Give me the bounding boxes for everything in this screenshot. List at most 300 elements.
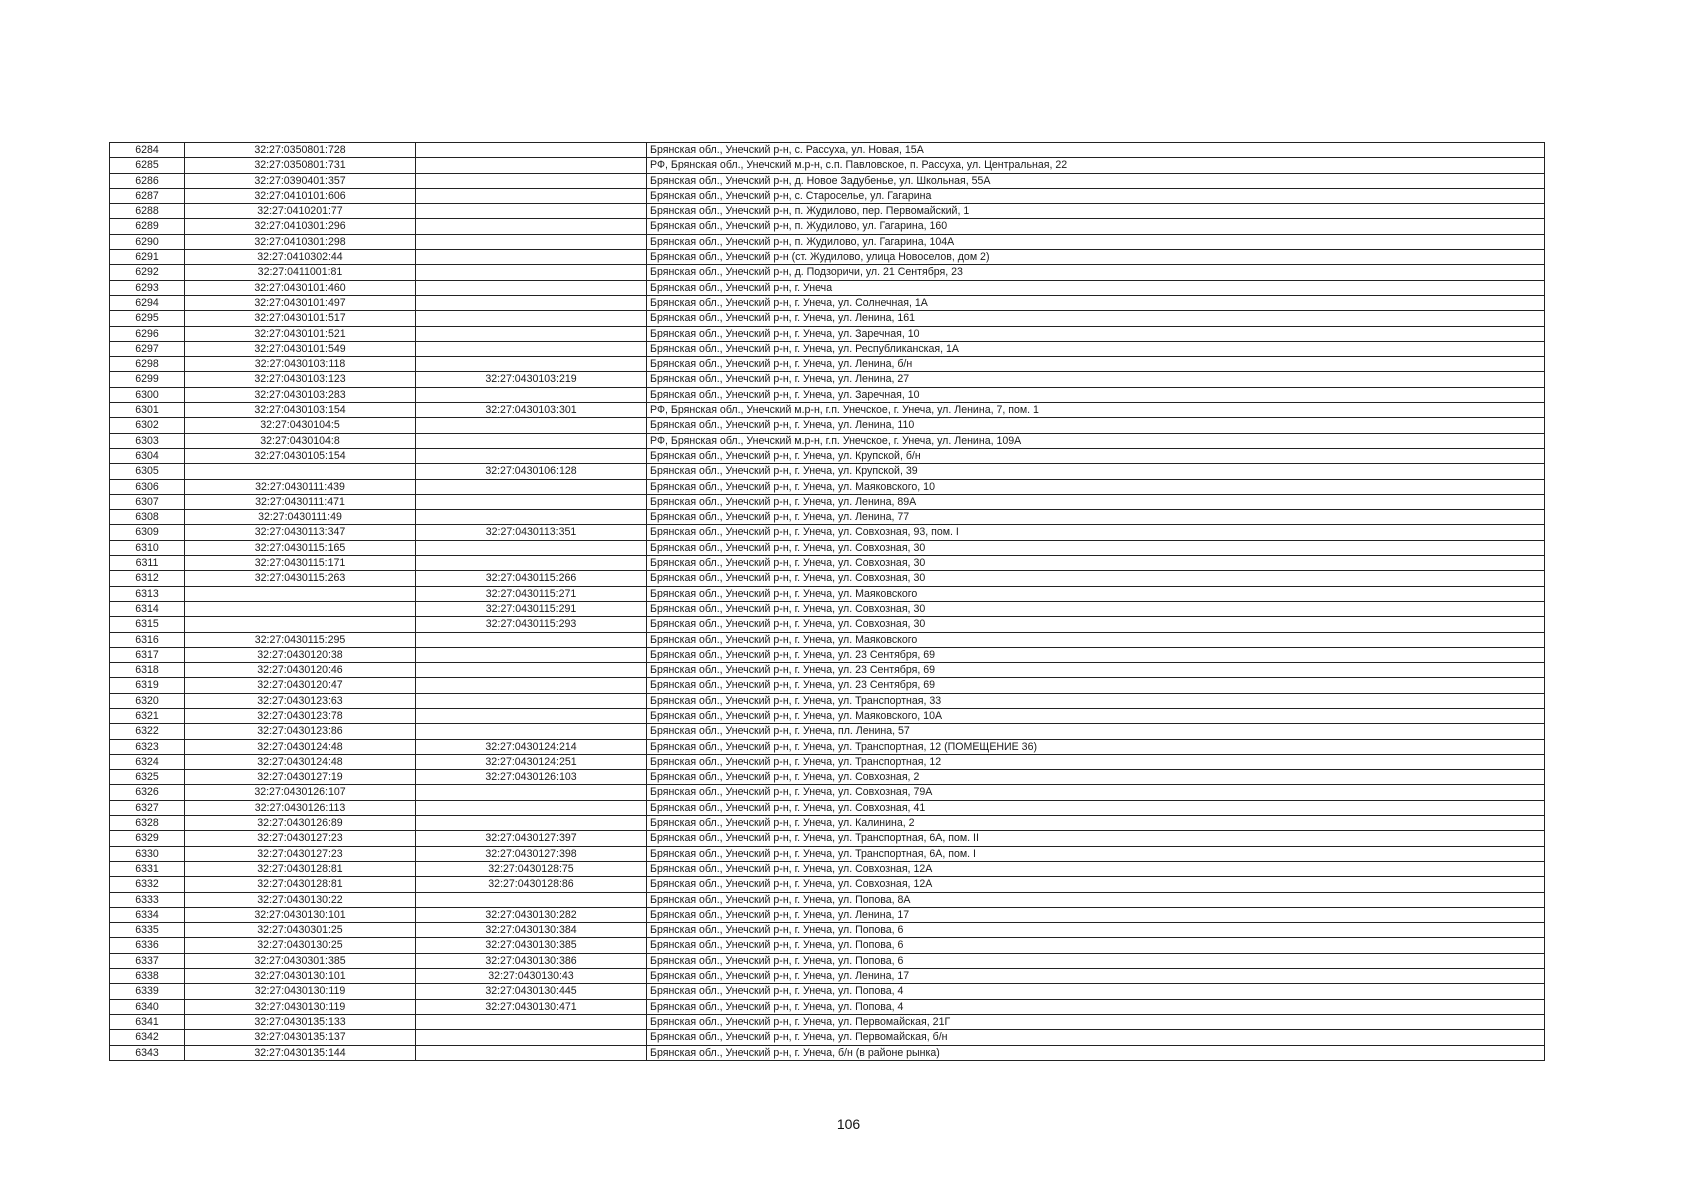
cadastral-number-cell: 32:27:0430103:154 [185,403,416,418]
address-cell: Брянская обл., Унечский р-н, г. Унеча, ул. Маяковского, 10 [647,479,1545,494]
related-cadastral-number-cell [416,173,647,188]
address-cell: Брянская обл., Унечский р-н, г. Унеча, ул. Ленина, б/н [647,357,1545,372]
related-cadastral-number-cell [416,357,647,372]
related-cadastral-number-cell [416,341,647,356]
row-number-cell: 6333 [110,892,185,907]
table-row [110,448,1545,463]
address-cell: Брянская обл., Унечский р-н, г. Унеча, ул. Совхозная, 30 [647,617,1545,632]
address-cell: Брянская обл., Унечский р-н, г. Унеча, ул. Транспортная, 12 [647,754,1545,769]
row-number-cell: 6284 [110,143,185,158]
address-cell: Брянская обл., Унечский р-н, г. Унеча, ул. Первомайская, 21Г [647,1014,1545,1029]
table-row [110,907,1545,922]
cadastral-number-cell: 32:27:0430103:283 [185,387,416,402]
address-cell: РФ, Брянская обл., Унечский м.р-н, г.п. Унечское, г. Унеча, ул. Ленина, 7, пом. 1 [647,403,1545,418]
row-number-cell: 6312 [110,571,185,586]
address-cell: Брянская обл., Унечский р-н, п. Жудилово, пер. Первомайский, 1 [647,204,1545,219]
table-row [110,693,1545,708]
row-number-cell: 6318 [110,663,185,678]
page-number: 106 [836,1116,861,1132]
address-cell: Брянская обл., Унечский р-н, г. Унеча, ул. Калинина, 2 [647,816,1545,831]
address-cell: Брянская обл., Унечский р-н, г. Унеча, ул. Ленина, 17 [647,969,1545,984]
address-cell: Брянская обл., Унечский р-н, г. Унеча, ул. Ленина, 77 [647,510,1545,525]
row-number-cell: 6322 [110,724,185,739]
address-cell: Брянская обл., Унечский р-н, г. Унеча, ул. Транспортная, 12 (ПОМЕЩЕНИЕ 36) [647,739,1545,754]
related-cadastral-number-cell [416,204,647,219]
related-cadastral-number-cell: 32:27:0430130:384 [416,923,647,938]
address-cell: Брянская обл., Унечский р-н, г. Унеча, ул. Маяковского, 10А [647,708,1545,723]
address-cell: Брянская обл., Унечский р-н, г. Унеча, ул. Крупской, 39 [647,464,1545,479]
related-cadastral-number-cell: 32:27:0430127:398 [416,846,647,861]
related-cadastral-number-cell: 32:27:0430115:291 [416,601,647,616]
table-row [110,265,1545,280]
related-cadastral-number-cell [416,724,647,739]
table-row [110,250,1545,265]
address-cell: Брянская обл., Унечский р-н, г. Унеча, ул. Совхозная, 30 [647,571,1545,586]
address-cell: Брянская обл., Унечский р-н, г. Унеча, ул. Попова, 6 [647,923,1545,938]
cadastral-number-cell: 32:27:0430130:101 [185,907,416,922]
related-cadastral-number-cell: 32:27:0430130:282 [416,907,647,922]
address-cell: Брянская обл., Унечский р-н, г. Унеча, ул. Республиканская, 1А [647,341,1545,356]
table-row [110,387,1545,402]
cadastral-number-cell: 32:27:0430130:22 [185,892,416,907]
row-number-cell: 6325 [110,770,185,785]
address-cell: Брянская обл., Унечский р-н, г. Унеча, ул. 23 Сентября, 69 [647,647,1545,662]
row-number-cell: 6317 [110,647,185,662]
row-number-cell: 6321 [110,708,185,723]
address-cell: Брянская обл., Унечский р-н, г. Унеча, ул. Попова, 6 [647,953,1545,968]
related-cadastral-number-cell: 32:27:0430115:293 [416,617,647,632]
cadastral-number-cell: 32:27:0430126:107 [185,785,416,800]
address-cell: Брянская обл., Унечский р-н, с. Рассуха, ул. Новая, 15А [647,143,1545,158]
address-cell: Брянская обл., Унечский р-н, г. Унеча, ул. Ленина, 110 [647,418,1545,433]
address-cell: Брянская обл., Унечский р-н, г. Унеча, ул. Заречная, 10 [647,326,1545,341]
related-cadastral-number-cell [416,708,647,723]
address-cell: Брянская обл., Унечский р-н, г. Унеча, ул. Ленина, 27 [647,372,1545,387]
address-cell: Брянская обл., Унечский р-н, г. Унеча, ул. Солнечная, 1А [647,295,1545,310]
address-cell: Брянская обл., Унечский р-н (ст. Жудилово, улица Новоселов, дом 2) [647,250,1545,265]
table-row [110,341,1545,356]
address-cell: Брянская обл., Унечский р-н, г. Унеча, ул. Транспортная, 6А, пом. II [647,831,1545,846]
row-number-cell: 6296 [110,326,185,341]
cadastral-number-cell: 32:27:0430105:154 [185,448,416,463]
row-number-cell: 6297 [110,341,185,356]
row-number-cell: 6304 [110,448,185,463]
row-number-cell: 6287 [110,188,185,203]
row-number-cell: 6329 [110,831,185,846]
row-number-cell: 6306 [110,479,185,494]
cadastral-number-cell: 32:27:0430101:497 [185,295,416,310]
row-number-cell: 6337 [110,953,185,968]
related-cadastral-number-cell [416,678,647,693]
cadastral-number-cell: 32:27:0430135:133 [185,1014,416,1029]
address-cell: Брянская обл., Унечский р-н, г. Унеча, ул. 23 Сентября, 69 [647,678,1545,693]
row-number-cell: 6308 [110,510,185,525]
related-cadastral-number-cell: 32:27:0430115:266 [416,571,647,586]
table-row [110,311,1545,326]
row-number-cell: 6334 [110,907,185,922]
cadastral-number-cell: 32:27:0430130:119 [185,999,416,1014]
row-number-cell: 6303 [110,433,185,448]
row-number-cell: 6305 [110,464,185,479]
table-row [110,280,1545,295]
table-row [110,525,1545,540]
row-number-cell: 6288 [110,204,185,219]
table-row [110,158,1545,173]
related-cadastral-number-cell [416,250,647,265]
row-number-cell: 6299 [110,372,185,387]
table-row [110,708,1545,723]
related-cadastral-number-cell [416,785,647,800]
table-row [110,357,1545,372]
cadastral-number-cell: 32:27:0430120:46 [185,663,416,678]
related-cadastral-number-cell [416,892,647,907]
related-cadastral-number-cell [416,387,647,402]
address-cell: Брянская обл., Унечский р-н, г. Унеча, ул. Заречная, 10 [647,387,1545,402]
table-row [110,1030,1545,1045]
related-cadastral-number-cell: 32:27:0430130:471 [416,999,647,1014]
cadastral-number-cell: 32:27:0430101:521 [185,326,416,341]
related-cadastral-number-cell: 32:27:0430124:214 [416,739,647,754]
address-cell: Брянская обл., Унечский р-н, г. Унеча, ул. Попова, 8А [647,892,1545,907]
related-cadastral-number-cell: 32:27:0430115:271 [416,586,647,601]
address-cell: Брянская обл., Унечский р-н, г. Унеча, ул. Транспортная, 33 [647,693,1545,708]
row-number-cell: 6335 [110,923,185,938]
address-cell: Брянская обл., Унечский р-н, г. Унеча, ул. Совхозная, 79А [647,785,1545,800]
row-number-cell: 6316 [110,632,185,647]
address-cell: Брянская обл., Унечский р-н, г. Унеча, ул. Маяковского [647,586,1545,601]
table-row [110,540,1545,555]
table-row [110,861,1545,876]
row-number-cell: 6293 [110,280,185,295]
related-cadastral-number-cell: 32:27:0430130:445 [416,984,647,999]
related-cadastral-number-cell [416,663,647,678]
row-number-cell: 6301 [110,403,185,418]
cadastral-number-cell: 32:27:0430115:295 [185,632,416,647]
table-row [110,326,1545,341]
cadastral-number-cell: 32:27:0430135:137 [185,1030,416,1045]
property-table-body [110,143,1545,1061]
cadastral-number-cell [185,617,416,632]
cadastral-number-cell: 32:27:0430115:165 [185,540,416,555]
cadastral-number-cell: 32:27:0430130:101 [185,969,416,984]
address-cell: Брянская обл., Унечский р-н, г. Унеча, ул. Попова, 4 [647,984,1545,999]
row-number-cell: 6339 [110,984,185,999]
table-row [110,877,1545,892]
cadastral-number-cell: 32:27:0430128:81 [185,877,416,892]
row-number-cell: 6291 [110,250,185,265]
related-cadastral-number-cell [416,510,647,525]
table-row [110,188,1545,203]
cadastral-number-cell: 32:27:0410301:296 [185,219,416,234]
cadastral-number-cell: 32:27:0430101:517 [185,311,416,326]
cadastral-number-cell: 32:27:0430124:48 [185,739,416,754]
related-cadastral-number-cell [416,556,647,571]
related-cadastral-number-cell [416,418,647,433]
related-cadastral-number-cell [416,800,647,815]
cadastral-number-cell: 32:27:0430111:49 [185,510,416,525]
address-cell: Брянская обл., Унечский р-н, п. Жудилово, ул. Гагарина, 104А [647,234,1545,249]
address-cell: Брянская обл., Унечский р-н, г. Унеча, ул. 23 Сентября, 69 [647,663,1545,678]
cadastral-number-cell: 32:27:0430124:48 [185,754,416,769]
address-cell: РФ, Брянская обл., Унечский м.р-н, г.п. Унечское, г. Унеча, ул. Ленина, 109А [647,433,1545,448]
cadastral-number-cell: 32:27:0410201:77 [185,204,416,219]
related-cadastral-number-cell [416,158,647,173]
table-row [110,632,1545,647]
related-cadastral-number-cell: 32:27:0430113:351 [416,525,647,540]
related-cadastral-number-cell [416,479,647,494]
table-row [110,234,1545,249]
related-cadastral-number-cell [416,632,647,647]
table-row [110,724,1545,739]
table-row [110,923,1545,938]
related-cadastral-number-cell [416,448,647,463]
row-number-cell: 6328 [110,816,185,831]
related-cadastral-number-cell: 32:27:0430130:43 [416,969,647,984]
related-cadastral-number-cell: 32:27:0430103:219 [416,372,647,387]
related-cadastral-number-cell [416,433,647,448]
related-cadastral-number-cell [416,326,647,341]
row-number-cell: 6326 [110,785,185,800]
cadastral-number-cell: 32:27:0430301:25 [185,923,416,938]
cadastral-number-cell: 32:27:0430120:38 [185,647,416,662]
cadastral-number-cell: 32:27:0410301:298 [185,234,416,249]
table-row [110,372,1545,387]
table-row [110,831,1545,846]
address-cell: Брянская обл., Унечский р-н, г. Унеча, ул. Совхозная, 41 [647,800,1545,815]
row-number-cell: 6343 [110,1045,185,1060]
cadastral-number-cell: 32:27:0430123:86 [185,724,416,739]
table-row [110,464,1545,479]
table-row [110,510,1545,525]
related-cadastral-number-cell: 32:27:0430130:386 [416,953,647,968]
table-row [110,678,1545,693]
row-number-cell: 6286 [110,173,185,188]
address-cell: Брянская обл., Унечский р-н, г. Унеча, ул. Ленина, 17 [647,907,1545,922]
row-number-cell: 6315 [110,617,185,632]
row-number-cell: 6336 [110,938,185,953]
cadastral-number-cell: 32:27:0430104:8 [185,433,416,448]
related-cadastral-number-cell [416,816,647,831]
cadastral-number-cell: 32:27:0430103:118 [185,357,416,372]
related-cadastral-number-cell [416,494,647,509]
cadastral-number-cell: 32:27:0430135:144 [185,1045,416,1060]
cadastral-number-cell: 32:27:0430126:113 [185,800,416,815]
address-cell: Брянская обл., Унечский р-н, г. Унеча, ул. Транспортная, 6А, пом. I [647,846,1545,861]
table-row [110,556,1545,571]
table-row [110,601,1545,616]
address-cell: Брянская обл., Унечский р-н, г. Унеча, ул. Ленина, 89А [647,494,1545,509]
related-cadastral-number-cell [416,311,647,326]
address-cell: Брянская обл., Унечский р-н, г. Унеча, ул. Ленина, 161 [647,311,1545,326]
table-row [110,479,1545,494]
table-row [110,571,1545,586]
table-row [110,418,1545,433]
row-number-cell: 6307 [110,494,185,509]
cadastral-number-cell: 32:27:0430115:263 [185,571,416,586]
cadastral-number-cell: 32:27:0411001:81 [185,265,416,280]
table-row [110,846,1545,861]
property-table [109,142,1545,1061]
cadastral-number-cell: 32:27:0390401:357 [185,173,416,188]
address-cell: Брянская обл., Унечский р-н, г. Унеча, ул. Маяковского [647,632,1545,647]
table-row [110,494,1545,509]
address-cell: Брянская обл., Унечский р-н, г. Унеча, ул. Крупской, б/н [647,448,1545,463]
related-cadastral-number-cell [416,540,647,555]
cadastral-number-cell: 32:27:0430126:89 [185,816,416,831]
address-cell: Брянская обл., Унечский р-н, г. Унеча, ул. Попова, 4 [647,999,1545,1014]
related-cadastral-number-cell [416,219,647,234]
row-number-cell: 6311 [110,556,185,571]
row-number-cell: 6327 [110,800,185,815]
address-cell: Брянская обл., Унечский р-н, г. Унеча, б/н (в районе рынка) [647,1045,1545,1060]
row-number-cell: 6313 [110,586,185,601]
row-number-cell: 6294 [110,295,185,310]
row-number-cell: 6298 [110,357,185,372]
table-row [110,663,1545,678]
cadastral-number-cell: 32:27:0430127:23 [185,846,416,861]
cadastral-number-cell [185,601,416,616]
table-row [110,219,1545,234]
table-row [110,143,1545,158]
related-cadastral-number-cell [416,1045,647,1060]
table-row [110,204,1545,219]
table-row [110,586,1545,601]
cadastral-number-cell: 32:27:0430103:123 [185,372,416,387]
table-row [110,433,1545,448]
address-cell: Брянская обл., Унечский р-н, г. Унеча, ул. Совхозная, 2 [647,770,1545,785]
row-number-cell: 6332 [110,877,185,892]
table-row [110,999,1545,1014]
related-cadastral-number-cell [416,265,647,280]
address-cell: Брянская обл., Унечский р-н, г. Унеча, ул. Совхозная, 93, пом. I [647,525,1545,540]
table-row [110,739,1545,754]
row-number-cell: 6324 [110,754,185,769]
cadastral-number-cell: 32:27:0430101:549 [185,341,416,356]
cadastral-number-cell: 32:27:0430301:385 [185,953,416,968]
address-cell: Брянская обл., Унечский р-н, г. Унеча, ул. Совхозная, 30 [647,556,1545,571]
table-row [110,1045,1545,1060]
table-row [110,754,1545,769]
cadastral-number-cell: 32:27:0350801:728 [185,143,416,158]
related-cadastral-number-cell: 32:27:0430130:385 [416,938,647,953]
related-cadastral-number-cell [416,188,647,203]
row-number-cell: 6340 [110,999,185,1014]
address-cell: Брянская обл., Унечский р-н, г. Унеча [647,280,1545,295]
cadastral-number-cell: 32:27:0350801:731 [185,158,416,173]
cadastral-number-cell: 32:27:0410302:44 [185,250,416,265]
table-row [110,892,1545,907]
related-cadastral-number-cell: 32:27:0430126:103 [416,770,647,785]
related-cadastral-number-cell: 32:27:0430124:251 [416,754,647,769]
cadastral-number-cell: 32:27:0430101:460 [185,280,416,295]
cadastral-number-cell: 32:27:0430128:81 [185,861,416,876]
related-cadastral-number-cell: 32:27:0430127:397 [416,831,647,846]
table-row [110,770,1545,785]
table-row [110,647,1545,662]
table-row [110,173,1545,188]
related-cadastral-number-cell [416,1014,647,1029]
related-cadastral-number-cell [416,693,647,708]
address-cell: Брянская обл., Унечский р-н, г. Унеча, ул. Совхозная, 12А [647,877,1545,892]
cadastral-number-cell: 32:27:0430130:25 [185,938,416,953]
address-cell: Брянская обл., Унечский р-н, д. Новое Задубенье, ул. Школьная, 55А [647,173,1545,188]
row-number-cell: 6290 [110,234,185,249]
cadastral-number-cell: 32:27:0430120:47 [185,678,416,693]
table-row [110,617,1545,632]
cadastral-number-cell: 32:27:0430115:171 [185,556,416,571]
address-cell: Брянская обл., Унечский р-н, с. Староселье, ул. Гагарина [647,188,1545,203]
address-cell: Брянская обл., Унечский р-н, г. Унеча, ул. Совхозная, 12А [647,861,1545,876]
table-row [110,953,1545,968]
table-row [110,295,1545,310]
row-number-cell: 6310 [110,540,185,555]
cadastral-number-cell: 32:27:0430111:439 [185,479,416,494]
related-cadastral-number-cell: 32:27:0430128:86 [416,877,647,892]
table-row [110,938,1545,953]
table-row [110,969,1545,984]
address-cell: Брянская обл., Унечский р-н, г. Унеча, ул. Совхозная, 30 [647,540,1545,555]
related-cadastral-number-cell [416,647,647,662]
address-cell: Брянская обл., Унечский р-н, г. Унеча, пл. Ленина, 57 [647,724,1545,739]
address-cell: Брянская обл., Унечский р-н, г. Унеча, ул. Попова, 6 [647,938,1545,953]
cadastral-number-cell [185,586,416,601]
cadastral-number-cell: 32:27:0430127:23 [185,831,416,846]
cadastral-number-cell: 32:27:0430104:5 [185,418,416,433]
address-cell: Брянская обл., Унечский р-н, г. Унеча, ул. Совхозная, 30 [647,601,1545,616]
table-row [110,785,1545,800]
related-cadastral-number-cell: 32:27:0430106:128 [416,464,647,479]
row-number-cell: 6292 [110,265,185,280]
row-number-cell: 6319 [110,678,185,693]
cadastral-number-cell: 32:27:0430127:19 [185,770,416,785]
related-cadastral-number-cell [416,295,647,310]
row-number-cell: 6323 [110,739,185,754]
row-number-cell: 6289 [110,219,185,234]
related-cadastral-number-cell [416,143,647,158]
address-cell: Брянская обл., Унечский р-н, п. Жудилово, ул. Гагарина, 160 [647,219,1545,234]
table-row [110,1014,1545,1029]
row-number-cell: 6295 [110,311,185,326]
related-cadastral-number-cell [416,234,647,249]
row-number-cell: 6331 [110,861,185,876]
related-cadastral-number-cell [416,1030,647,1045]
related-cadastral-number-cell: 32:27:0430103:301 [416,403,647,418]
row-number-cell: 6285 [110,158,185,173]
row-number-cell: 6342 [110,1030,185,1045]
cadastral-number-cell: 32:27:0430111:471 [185,494,416,509]
cadastral-number-cell: 32:27:0430123:78 [185,708,416,723]
table-row [110,816,1545,831]
address-cell: Брянская обл., Унечский р-н, д. Подзоричи, ул. 21 Сентября, 23 [647,265,1545,280]
table-row [110,984,1545,999]
table-row [110,800,1545,815]
row-number-cell: 6330 [110,846,185,861]
row-number-cell: 6341 [110,1014,185,1029]
cadastral-number-cell: 32:27:0430123:63 [185,693,416,708]
cadastral-number-cell: 32:27:0430130:119 [185,984,416,999]
row-number-cell: 6302 [110,418,185,433]
cadastral-number-cell [185,464,416,479]
row-number-cell: 6309 [110,525,185,540]
row-number-cell: 6338 [110,969,185,984]
cadastral-number-cell: 32:27:0430113:347 [185,525,416,540]
address-cell: Брянская обл., Унечский р-н, г. Унеча, ул. Первомайская, б/н [647,1030,1545,1045]
row-number-cell: 6300 [110,387,185,402]
table-row [110,403,1545,418]
related-cadastral-number-cell: 32:27:0430128:75 [416,861,647,876]
row-number-cell: 6314 [110,601,185,616]
row-number-cell: 6320 [110,693,185,708]
